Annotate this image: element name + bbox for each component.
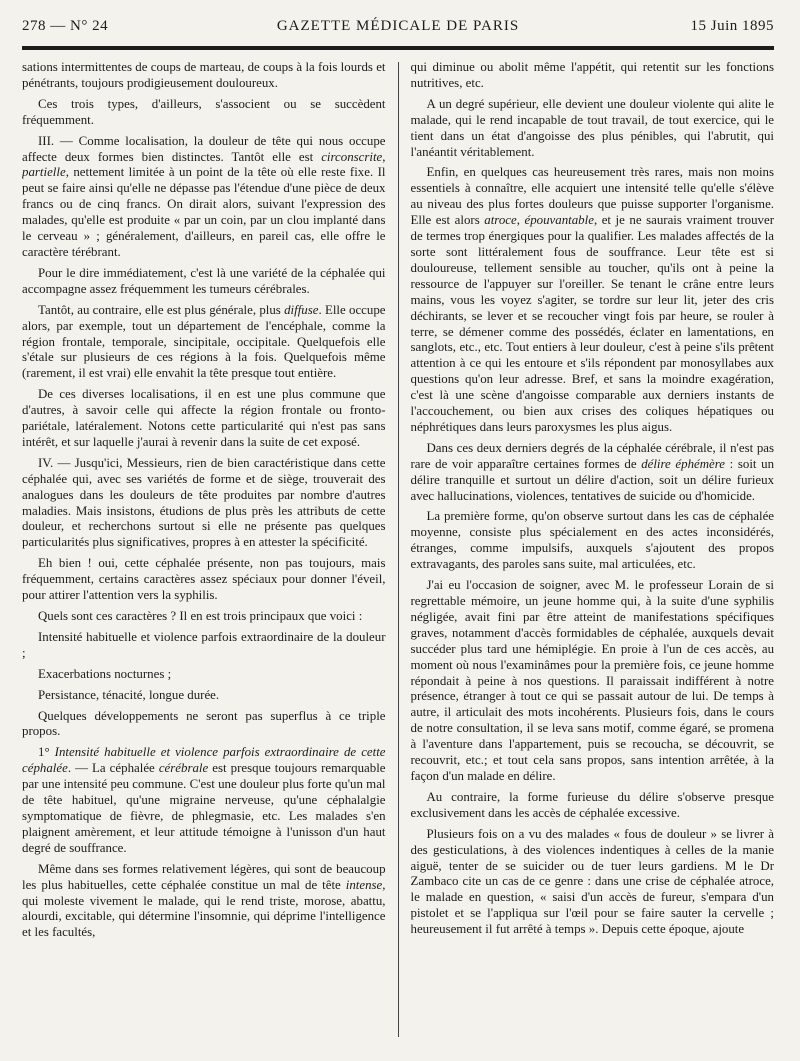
paragraph: Ces trois types, d'ailleurs, s'associent ou se succèdent fréquemment. xyxy=(22,96,386,127)
paragraph: qui diminue ou abolit même l'appétit, qui retentit sur les fonctions nutritives, etc. xyxy=(410,60,775,90)
paragraph: sations intermittentes de coups de marteau, de coups à la fois lourds et pénétrants, toujours prodigieusement douloureux. xyxy=(22,60,386,90)
paragraph xyxy=(22,134,386,261)
italic-text: épouvantable xyxy=(524,213,594,228)
paragraph: Au contraire, la forme furieuse du délire s'observe presque exclusivement dans les accès de céphalée excessive. xyxy=(410,789,775,820)
paragraph xyxy=(411,165,775,435)
paragraph xyxy=(411,441,775,505)
left-column xyxy=(22,60,386,1045)
page-header xyxy=(22,0,774,40)
text-run: III. — Comme localisation, la douleur de tête qui nous occupe affecte deux formes bien distinctes. Tantôt elle est xyxy=(22,133,386,164)
text-run: , et je ne saurais vraiment trouver de termes trop énergiques pour la qualifier. Les malades affectés de la sorte sont littéralement fous de souffrance. Leur tête est si douloureuse, tellement sensible au toucher, qu'ils ont à peine la ressource de l'appuyer sur l'oreiller. Se tenant le crâne entre leurs mains, vous les voyez s'agiter, se tordre sur leur lit, jeter des cris déchirants, se lever et se recoucher vingt fois par heure, se rouler à terre, se démener comme des possédés, éclater en lamentations, en sanglots, etc., etc. Tout entiers à leur douleur, c'est à peine s'ils prêtent attention à ce qui les entoure et s'ils répondent par monosyllabes aux questions qu'on leur adresse. Bref, et sans la moindre exagération, c'est là une scène d'angoisse comparable aux derniers instants de l'accouchement, ou bien aux crises des coliques hépatiques ou néphrétiques dans leurs paroxysmes les plus aigus. xyxy=(410,213,775,434)
paragraph: A un degré supérieur, elle devient une douleur violente qui alite le malade, qui le rend incapable de tout travail, de tout exercice, qui le tient dans un état d'angoisse des plus pénibles, qui l'abrutit, qui l'anéantit véritablement. xyxy=(410,96,775,159)
paragraph xyxy=(22,303,386,383)
text-run: , nettement limitée à un point de la tête où elle reste fixe. Il peut se faire ainsi qu'elle ne dépasse pas l'étendue d'une pièce de deux francs ou de cinq francs. On dirait alors, suivant l'expression des malades, qu'elle est produite « par un coin, par un clou implanté dans le cerveau » ; généralement, d'ailleurs, en pareil cas, elle offre le caractère térébrant. xyxy=(22,165,386,259)
paragraph: J'ai eu l'occasion de soigner, avec M. le professeur Lorain de si regrettable mémoire, un jeune homme qui, à la suite d'une syphilis négligée, avait fini par être atteint de manifestations spécifiques graves, notamment d'accès formidables de céphalée, auxquels devait succéder plus tard une hémiplégie. En proie à l'un de ces accès, au moment où nous l'examinâmes pour la première fois, ce jeune homme répondait à peine à nos questions. Il paraissait indifférent à notre présence, étranger à tout ce qui se passait autour de lui. De temps à autre, il articulait des mots incohérents. Plusieurs fois, dans le cours de notre consultation, il se leva sans motif, comme égaré, se promena à l'aventure dans l'appartement, puis se recoucha, se découvrit, se recouvrit, etc.; et tout cela sans propos, sans intention arrêtée, à la façon d'un malade en délire. xyxy=(410,578,775,783)
paragraph: De ces diverses localisations, il en est une plus commune que d'autres, à savoir celle qui affecte la région frontale ou fronto-pariétale, latéralement. Notons cette particularité qui n'est pas sans intérêt, et sur laquelle j'aurai à revenir dans la suite de cet exposé. xyxy=(22,387,386,449)
italic-text: intense xyxy=(345,877,383,892)
text-run: Même dans ses formes relativement légères, qui sont de beaucoup les plus habituelles, cette céphalée constitue un mal de tête xyxy=(22,861,386,892)
paragraph: Persistance, ténacité, longue durée. xyxy=(38,687,220,702)
text-run: est presque toujours remarquable par une intensité peu commune. C'est une douleur plus forte qu'un mal de tête habituel, qu'une migraine nerveuse, qu'une céphalalgie symptomatique de fièvre, de phlegmasie, etc. Les malades s'en plaignent amèrement, et leur attitude témoigne à l'unisson d'un haut degré de souffrance. xyxy=(22,761,386,855)
text-run: Enfin, en quelques cas heureusement très rares, mais non moins essentiels à connaître, elle acquiert une intensité telle qu'elle s'élève au niveau des plus fortes douleurs que puisse supporter l'organisme. Elle est alors xyxy=(410,165,775,228)
paragraph: Quels sont ces caractères ? Il en est trois principaux que voici : xyxy=(38,609,363,623)
paragraph: Plusieurs fois on a vu des malades « fous de douleur » se livrer à des gesticulations, à des violences indentiques à celles de la manie aiguë, tenter de se suicider ou de tuer leurs gardiens. M le Dr Zambaco cite un cas de ce genre : dans une crise de céphalée atroce, le malade en question, « saisi d'un accès de fureur, s'empara d'un pistolet et se l'appliqua sur l'œil pour se faire sauter la cervelle ; heureusement il fut arrêté à temps ». Depuis cette époque, ajoute xyxy=(410,826,775,937)
paragraph xyxy=(22,862,386,942)
italic-text: circonscrite xyxy=(321,149,383,164)
text-run: , xyxy=(382,149,386,164)
italic-text: Intensité habituelle et violence parfois extraordinaire de cette céphalée xyxy=(22,745,386,776)
paragraph: La première forme, qu'on observe surtout dans les cas de céphalée moyenne, consiste plus spécialement en des actes inconsidérés, étranges, comme impulsifs, auxquels s'ajoutent des propos extravagants, des paroles sans suite, mal articulées, etc. xyxy=(410,509,775,572)
text-run: : soit un délire tranquille et surtout un délire d'action, soit un délire furieux avec hallucinations, violences, tentatives de suicide ou d'homicide. xyxy=(410,456,775,503)
italic-text: délire éphémère xyxy=(641,456,726,471)
text-run: , xyxy=(516,213,525,228)
paragraph: Eh bien ! oui, cette céphalée présente, non pas toujours, mais fréquemment, certains caractères assez spéciaux pour donner l'éveil, pour attirer l'attention vers la syphilis. xyxy=(22,556,386,603)
paragraph: Quelques développements ne seront pas superflus à ce triple propos. xyxy=(22,708,386,739)
text-run: Tantôt, au contraire, elle est plus générale, plus xyxy=(38,302,285,317)
text-run: , qui moleste vivement le malade, qui le rend triste, morose, abattu, alourdi, excitable, qui détermine l'insomnie, qui déprime l'intelligence et les facultés, xyxy=(22,877,386,940)
italic-text: partielle xyxy=(22,165,66,180)
paragraph: Pour le dire immédiatement, c'est là une variété de la céphalée qui accompagne assez fréquemment les tumeurs cérébrales. xyxy=(22,265,386,296)
paragraph: Exacerbations nocturnes ; xyxy=(38,666,172,681)
journal-title: GAZETTE MÉDICALE DE PARIS xyxy=(276,18,520,34)
italic-text: diffuse xyxy=(284,302,319,317)
page-number: 278 — N° 24 xyxy=(22,18,109,34)
text-run: 1° xyxy=(38,745,55,760)
issue-date: 15 Juin 1895 xyxy=(690,18,774,34)
text-run: Dans ces deux derniers degrés de la céphalée cérébrale, il n'est pas rare de voir apparaître certaines formes de xyxy=(410,440,775,471)
text-columns xyxy=(22,60,774,1045)
text-run: . Elle occupe alors, par exemple, tout un département de l'encéphale, comme la région frontale, temporale, sincipitale, occipitale. Quelquefois elle s'étale sur plusieurs de ces régions à la fois. Quelquefois même (rarement, il est vrai) elle envahit la tête presque tout entière. xyxy=(22,302,386,381)
right-column xyxy=(411,60,775,1045)
paragraph xyxy=(22,745,386,856)
header-rule xyxy=(22,46,774,50)
paragraph: IV. — Jusqu'ici, Messieurs, rien de bien caractéristique dans cette céphalée qui, avec ses variétés de forme et de siège, trouverait des analogues dans les douleurs de tête produites par nombre d'autres maladies. Mais insistons, étudions de plus près les attributs de cette douleur, et recherchons surtout si elle ne présente pas quelques particularités plus significatives, propres à en attester la spécificité. xyxy=(22,455,386,550)
italic-text: atroce xyxy=(484,213,517,228)
italic-text: cérébrale xyxy=(158,761,209,776)
column-divider xyxy=(398,62,399,1037)
text-run: . — La céphalée xyxy=(67,761,159,776)
paragraph: Intensité habituelle et violence parfois extraordinaire de la douleur ; xyxy=(22,629,386,660)
